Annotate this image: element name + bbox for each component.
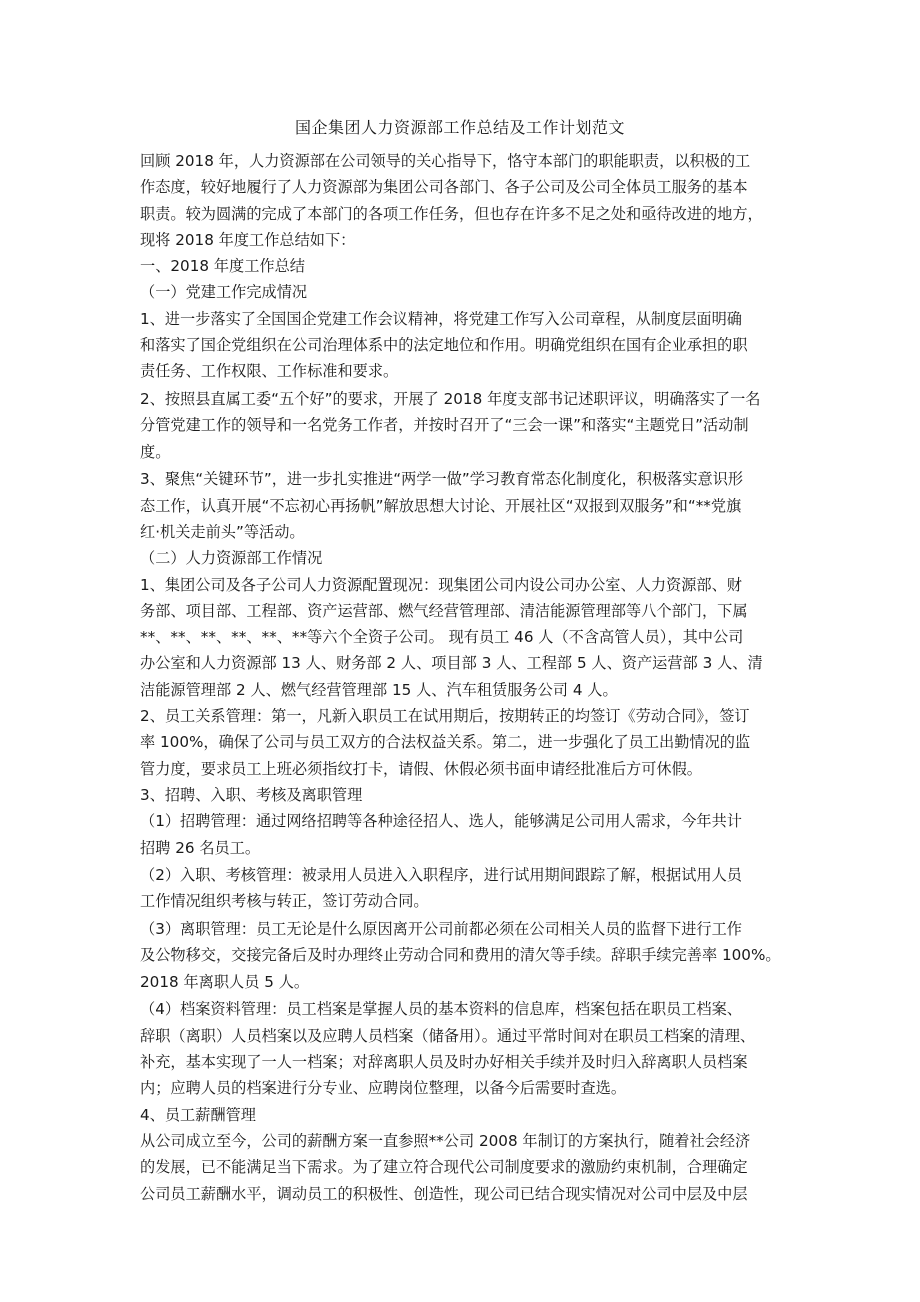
text-line: 4、员工薪酬管理 <box>140 1105 256 1124</box>
text-line: 作态度，较好地履行了人力资源部为集团公司各部门、各子公司及公司全体员工服务的基本 <box>140 178 748 197</box>
text-line: （4）档案资料管理：员工档案是掌握人员的基本资料的信息库，档案包括在职员工档案、 <box>140 1000 742 1019</box>
text-line: 从公司成立至今，公司的薪酬方案一直参照**公司 2008 年制订的方案执行，随着社会经济 <box>140 1131 751 1150</box>
text-line: 率 100%，确保了公司与员工双方的合法权益关系。第二，进一步强化了员工出勤情况的监 <box>140 733 751 752</box>
text-line: 务部、项目部、工程部、资产运营部、燃气经营管理部、清洁能源管理部等八个部门，下属 <box>140 601 748 620</box>
text-line: 一、2018 年度工作总结 <box>140 257 305 276</box>
text-line: （一）党建工作完成情况 <box>140 283 308 302</box>
text-line: 补充，基本实现了一人一档案；对辞离职人员及时办好相关手续并及时归入辞离职人员档案 <box>140 1053 748 1072</box>
text-line: 红·机关走前头”等活动。 <box>140 522 305 541</box>
text-line: 1、进一步落实了全国国企党建工作会议精神，将党建工作写入公司章程，从制度层面明确 <box>140 309 742 328</box>
text-line: 2、按照县直属工委“五个好”的要求，开展了 2018 年度支部书记述职评议，明确落实了一名 <box>140 390 761 409</box>
text-line: 辞职（离职）人员档案以及应聘人员档案（储备用）。通过平常时间对在职员工档案的清理、 <box>140 1026 756 1045</box>
text-line: 度。 <box>140 442 171 461</box>
document-body <box>140 148 782 1207</box>
text-line: 和落实了国企党组织在公司治理体系中的法定地位和作用。明确党组织在国有企业承担的职 <box>140 336 748 355</box>
text-line: 公司员工薪酬水平，调动员工的积极性、创造性，现公司已结合现实情况对公司中层及中层 <box>140 1184 748 1203</box>
text-line: 职责。较为圆满的完成了本部门的各项工作任务，但也存在许多不足之处和亟待改进的地方， <box>140 204 763 223</box>
text-line: 现将 2018 年度工作总结如下： <box>140 230 356 249</box>
text-line: 招聘 26 名员工。 <box>140 838 261 857</box>
text-line: 1、集团公司及各子公司人力资源配置现况：现集团公司内设公司办公室、人力资源部、财 <box>140 575 742 594</box>
text-line: 2018 年离职人员 5 人。 <box>140 972 310 991</box>
text-line: 3、招聘、入职、考核及离职管理 <box>140 785 363 804</box>
text-line: 的发展，已不能满足当下需求。为了建立符合现代公司制度要求的激励约束机制，合理确定 <box>140 1158 748 1177</box>
text-line: 工作情况组织考核与转正，签订劳动合同。 <box>140 892 429 911</box>
document-title: 国企集团人力资源部工作总结及工作计划范文 <box>294 118 625 137</box>
text-line: 态工作，认真开展“不忘初心再扬帆”解放思想大讨论、开展社区“双报到双服务”和“**党旗 <box>140 496 742 515</box>
text-line: 2、员工关系管理：第一，凡新入职员工在试用期后，按期转正的均签订《劳动合同》，签订 <box>140 707 750 726</box>
text-line: 责任务、工作权限、工作标准和要求。 <box>140 362 399 381</box>
text-line: 3、聚焦“关键环节”，进一步扎实推进“两学一做”学习教育常态化制度化，积极落实意识形 <box>140 470 744 489</box>
text-line: 洁能源管理部 2 人、燃气经营管理部 15 人、汽车租赁服务公司 4 人。 <box>140 680 618 699</box>
text-line: （3）离职管理：员工无论是什么原因离开公司前都必须在公司相关人员的监督下进行工作 <box>140 920 742 939</box>
text-line: （1）招聘管理：通过网络招聘等各种途径招人、选人，能够满足公司用人需求，今年共计 <box>140 812 742 831</box>
text-line: 办公室和人力资源部 13 人、财务部 2 人、项目部 3 人、工程部 5 人、资产运营部 3 人、清 <box>140 654 763 673</box>
text-line: 内；应聘人员的档案进行分专业、应聘岗位整理，以备今后需要时查选。 <box>140 1079 626 1098</box>
text-line: （2）入职、考核管理：被录用人员进入入职程序，进行试用期间跟踪了解，根据试用人员 <box>140 866 742 885</box>
text-line: （二）人力资源部工作情况 <box>140 549 323 568</box>
text-line: 回顾 2018 年，人力资源部在公司领导的关心指导下，恪守本部门的职能职责，以积极的工 <box>140 152 751 170</box>
text-line: 及公物移交，交接完备后及时办理终止劳动合同和费用的清欠等手续。辞职手续完善率 100%。 <box>140 946 781 965</box>
text-line: 分管党建工作的领导和一名党务工作者，并按时召开了“三会一课”和落实“主题党日”活动制 <box>140 416 749 435</box>
text-line: **、**、**、**、**、**等六个全资子公司。 现有员工 46 人（不含高管人员），其中公司 <box>140 628 744 647</box>
text-line: 管力度，要求员工上班必须指纹打卡，请假、休假必须书面申请经批准后方可休假。 <box>140 759 702 778</box>
